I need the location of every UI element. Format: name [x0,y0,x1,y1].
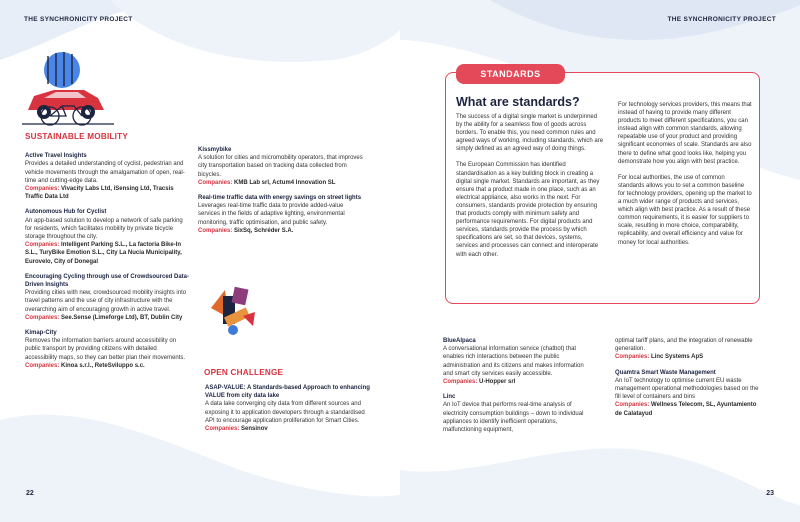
entry-title: Autonomous Hub for Cyclist [25,209,107,216]
companies-label: Companies: [25,186,60,193]
standards-column-1 [456,113,604,267]
mobility-column-1 [25,133,190,377]
entry-title: Encouraging Cycling through use of Crowdsourced Data-Driven Insights [25,273,190,289]
list-item [615,369,765,418]
companies-label: Companies: [615,354,650,361]
entry-description: An app-based solution to develop a network of safe parking for residents, which facilitates mobility by private bicycle storage throughout the city. [25,217,183,241]
companies-label: Companies: [25,242,60,249]
entry-description: Provides a detailed understanding of cyclist, pedestrian and vehicle movements through the amalgamation of open, real-time and cutting-edge data. [25,161,185,184]
entry-title: ASAP-VALUE: A Standards-based Approach to enhancing VALUE from city data lake [205,385,370,400]
entry-companies: Intelligent Parking S.L., La factoria Bike-In S.L., TuryBike Emotion S.L., City La Nucia Municipality, Eurovelo, City of Donegal [25,242,182,265]
standards-heading: What are standards? [456,95,580,109]
entry-title: BlueAlpaca [443,338,476,344]
entry-companies: Sensinov [241,426,268,433]
section-title-sustainable-mobility: SUSTAINABLE MOBILITY [25,132,129,141]
list-item [25,273,190,322]
page-right [400,0,800,522]
entry-description: An IoT device that performs real-time analysis of electricity consumption buildings – down to individual appliances to identify inefficient operations, malfunctioning equipment, [443,402,584,434]
standards-paragraph: For technology services providers, this means that instead of having to provide many different products to meet different specifications, you can instead align with common standards, allowing repeatable use of your product and providing significant economies of scale. Standards are also there to define what good looks like, helping you demonstrate how you align with best practice. [618,102,752,165]
entry-description: Removes the information barriers around accessibility on public transport by providing citizens with detailed accessibility maps, so they can better plan their movements. [25,338,186,361]
open-challenge-column [205,384,370,440]
right-entries-column-1 [443,337,593,441]
list-item [198,146,366,187]
bicycle-car-illustration-icon [20,46,116,128]
mobility-column-2 [198,146,366,242]
list-item [615,337,765,362]
entry-title: Linc [443,394,456,401]
standards-paragraph: The European Commission has identified standardisation as a key building block in creating a digital single market. Standards are important, as they ensure that a product made in one place, such as an electrical appliance, also works in the next. For consumers, standards provide protection by ensuring that products comply with minimum safety and performance requirements. For digital products and services, standards provide the process by which specifications are set, so that devices, systems, services and processes can connect and interoperate with each other. [456,162,600,258]
running-header-left: THE SYNCHRONICITY PROJECT [24,16,133,23]
list-item [25,152,190,201]
list-item [205,384,370,433]
entry-description: Leverages real-time traffic data to provide added-value services in the fields of adaptive lighting, environmental monitoring, traffic optimisation, and public safety. [198,203,345,226]
list-item [443,393,593,434]
list-item [198,194,366,235]
entry-companies: Vivacity Labs Ltd, iSensing Ltd, Tracsis Traffic Data Ltd [25,186,174,201]
entry-companies: Kinoa s.r.l., ReteSviluppo s.c. [61,362,145,369]
section-title-open-challenge: OPEN CHALLENGE [204,368,284,377]
entry-companies: KMB Lab srl, Actum4 Innovation SL [234,179,336,186]
companies-label: Companies: [205,426,240,433]
standards-paragraph: For local authorities, the use of common standards allows you to set a common baseline for technology providers, opening up the market to a much wider range of products and services, which align with best practice. As a result of these common requirements, it is easier for suppliers to scale, resulting in more choice, comparability, replicability, and overall efficiency and value for money for local authorities. [618,174,752,246]
running-header-right: THE SYNCHRONICITY PROJECT [667,16,776,23]
list-item [25,329,190,370]
standards-column-2 [618,101,752,255]
standards-tab: STANDARDS [456,64,565,84]
standards-paragraph: The success of a digital single market is underpinned by the ability for a seamless flow of goods across borders. To enable this, you need common rules and agreed ways of working, including standards, which are simply defined as an agreed way of doing things. [456,114,604,153]
entry-description: A solution for cities and micromobility operators, that improves city transportation based on tracking data collected from bicycles. [198,155,363,178]
entry-title: Real-time traffic data with energy savings on street lights [198,195,362,202]
entry-companies: Linc Systems ApS [651,354,704,361]
entry-title: Active Travel Insights [25,153,87,160]
entry-title: Kimap-City [25,330,57,337]
entry-description: A data lake converging city data from different sources and exposing it to application developers through a standardised API to encourage application proliferation for Smart Cities. [205,401,365,424]
entry-description: Providing cities with new, crowdsourced mobility insights into travel patterns and the use of city infrastructure with the overarching aim of encouraging growth in active travel. [25,290,187,313]
companies-label: Companies: [198,179,233,186]
entry-title: Quamtra Smart Waste Management [615,369,716,376]
entry-description: A conversational information service (chatbot) that enables rich interactions between the public administration and its citizens and makes information and smart city services easily accessible. [443,346,584,377]
companies-label: Companies: [443,379,478,386]
companies-label: Companies: [615,402,650,409]
abstract-shapes-illustration-icon [203,282,259,338]
companies-label: Companies: [25,314,60,321]
companies-label: Companies: [198,227,233,234]
standards-box [445,69,760,304]
entry-title: Kissmybike [198,147,232,153]
companies-label: Companies: [25,362,60,369]
page-number-left: 22 [26,490,34,497]
entry-description: An IoT technology to optimise current EU waste management operational methodologies based on the fill level of containers and bins [615,377,759,401]
entry-companies: Wellness Telecom, SL, Ayuntamiento de Calatayud [615,402,757,417]
entry-companies: SixSq, Schréder S.A. [234,227,294,234]
page-number-right: 23 [766,490,774,497]
entry-companies: See.Sense (Limeforge Ltd), BT, Dublin City [61,314,183,321]
entry-description: optimal tariff plans, and the integration of renewable generation. [615,338,753,353]
list-item [443,337,593,386]
right-entries-column-2 [615,337,765,425]
list-item [25,208,190,265]
entry-companies: U-Hopper srl [479,379,516,386]
